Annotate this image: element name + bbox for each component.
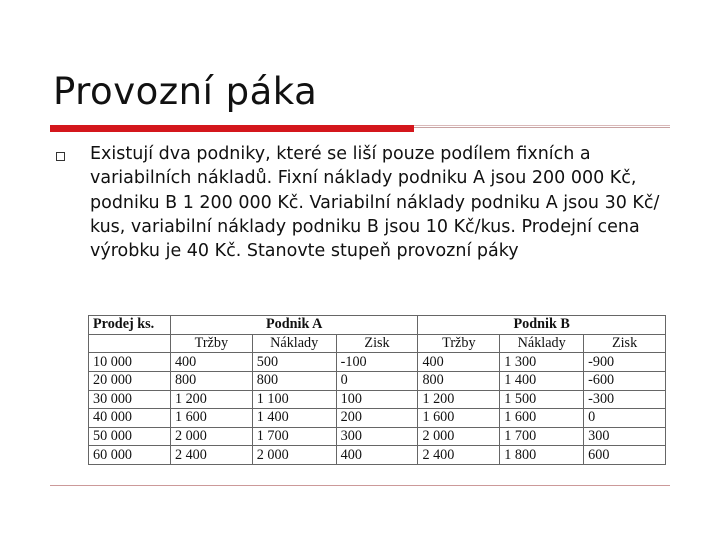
cell-b-naklady: 1 500 (500, 390, 584, 409)
cell-a-zisk: -100 (336, 353, 418, 372)
table-header-row (89, 316, 666, 335)
cell-b-naklady: 1 400 (500, 371, 584, 390)
cell-a-trzby: 2 400 (170, 446, 252, 465)
cell-b-naklady: 1 800 (500, 446, 584, 465)
table-row (89, 446, 666, 465)
cell-b-zisk: 0 (584, 409, 666, 428)
cell-a-naklady: 2 000 (252, 446, 336, 465)
table-subheader-row (89, 334, 666, 353)
subheader-b-trzby: Tržby (418, 334, 500, 353)
cell-a-zisk: 400 (336, 446, 418, 465)
title-divider-thin (414, 127, 670, 128)
cell-b-zisk: 600 (584, 446, 666, 465)
cell-prodej: 40 000 (89, 409, 171, 428)
table-row (89, 353, 666, 372)
cell-a-zisk: 200 (336, 409, 418, 428)
cell-b-trzby: 2 400 (418, 446, 500, 465)
header-podnik-b: Podnik B (418, 316, 666, 335)
subheader-empty (89, 334, 171, 353)
cell-b-trzby: 400 (418, 353, 500, 372)
cell-a-zisk: 300 (336, 427, 418, 446)
bullet-text: Existují dva podniky, které se liší pouze podílem fixních a variabilních nákladů. Fixní náklady podniku A jsou 200 000 Kč, podniku B 1 200 000 Kč. Variabilní náklady podniku A jsou 30 Kč/ kus, variabilní náklady podniku B jsou 10 Kč/kus. Prodejní cena výrobku je 40 Kč. Stanovte stupeň provozní páky (90, 144, 660, 262)
cell-prodej: 50 000 (89, 427, 171, 446)
cell-a-trzby: 800 (170, 371, 252, 390)
cell-prodej: 20 000 (89, 371, 171, 390)
cell-a-trzby: 1 200 (170, 390, 252, 409)
bottom-divider-line (50, 485, 670, 486)
cell-b-zisk: -600 (584, 371, 666, 390)
data-table-container (88, 315, 666, 465)
cell-a-zisk: 0 (336, 371, 418, 390)
cell-b-naklady: 1 300 (500, 353, 584, 372)
subheader-a-trzby: Tržby (170, 334, 252, 353)
cell-b-trzby: 2 000 (418, 427, 500, 446)
cell-b-naklady: 1 700 (500, 427, 584, 446)
subheader-a-zisk: Zisk (336, 334, 418, 353)
cell-b-trzby: 800 (418, 371, 500, 390)
subheader-a-naklady: Náklady (252, 334, 336, 353)
cell-a-naklady: 500 (252, 353, 336, 372)
cell-b-trzby: 1 200 (418, 390, 500, 409)
cell-a-trzby: 1 600 (170, 409, 252, 428)
cell-prodej: 60 000 (89, 446, 171, 465)
cell-a-trzby: 2 000 (170, 427, 252, 446)
cell-a-naklady: 1 100 (252, 390, 336, 409)
header-prodej: Prodej ks. (89, 316, 171, 335)
subheader-b-zisk: Zisk (584, 334, 666, 353)
cell-a-zisk: 100 (336, 390, 418, 409)
cell-a-trzby: 400 (170, 353, 252, 372)
operating-leverage-table (88, 315, 666, 465)
title-accent-bar (50, 125, 414, 132)
table-row (89, 409, 666, 428)
subheader-b-naklady: Náklady (500, 334, 584, 353)
cell-a-naklady: 1 700 (252, 427, 336, 446)
cell-b-zisk: 300 (584, 427, 666, 446)
cell-a-naklady: 800 (252, 371, 336, 390)
cell-prodej: 30 000 (89, 390, 171, 409)
cell-b-zisk: -900 (584, 353, 666, 372)
table-row (89, 427, 666, 446)
cell-prodej: 10 000 (89, 353, 171, 372)
header-podnik-a: Podnik A (170, 316, 418, 335)
cell-a-naklady: 1 400 (252, 409, 336, 428)
cell-b-trzby: 1 600 (418, 409, 500, 428)
bullet-square-icon (56, 152, 65, 161)
slide-title: Provozní páka (53, 70, 318, 113)
cell-b-zisk: -300 (584, 390, 666, 409)
table-row (89, 371, 666, 390)
cell-b-naklady: 1 600 (500, 409, 584, 428)
table-row (89, 390, 666, 409)
